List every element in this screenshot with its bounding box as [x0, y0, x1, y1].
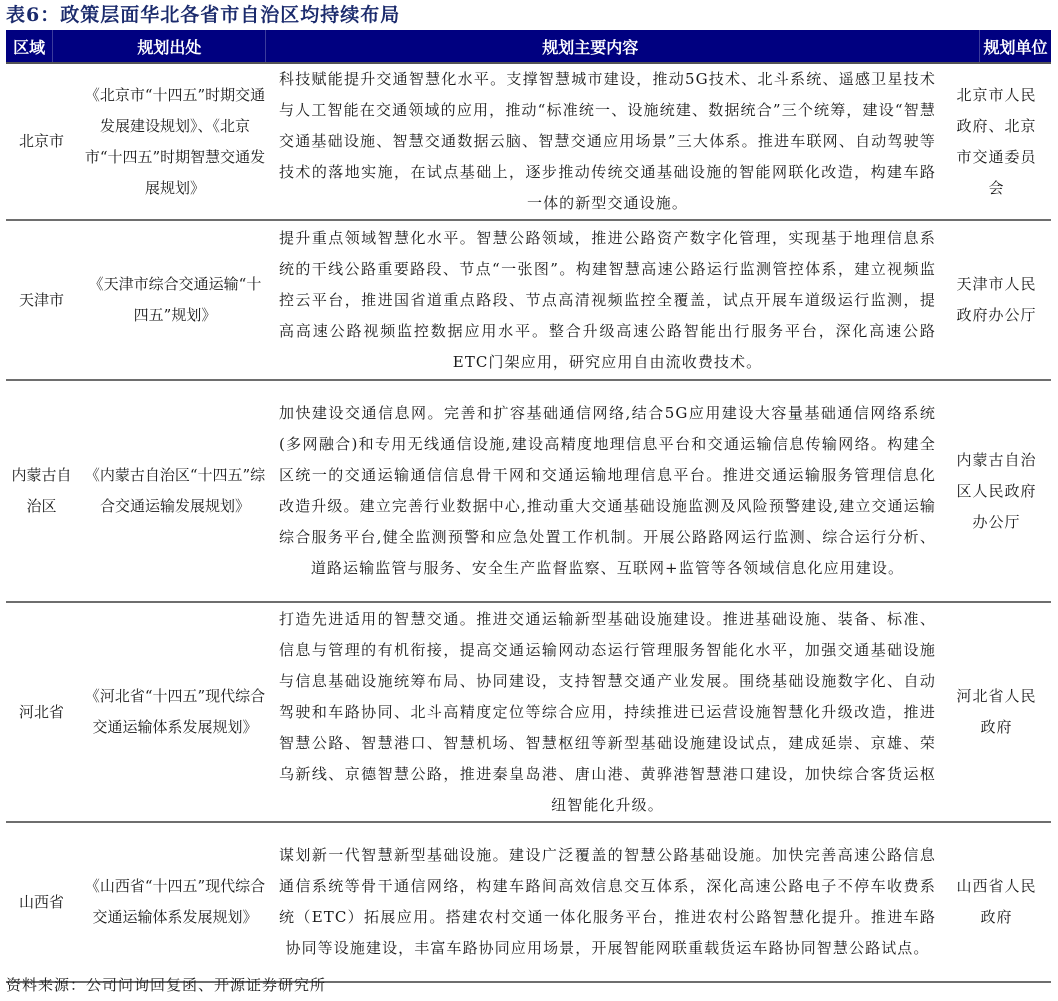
header-source: 规划出处 — [53, 30, 266, 62]
cell-region: 河北省 — [18, 702, 64, 721]
table-row — [6, 381, 1051, 603]
policy-table — [6, 30, 1051, 983]
cell-region: 内蒙古自治区 — [11, 466, 72, 515]
cell-unit: 天津市人民政府办公厅 — [956, 275, 1037, 324]
cell-content: 科技赋能提升交通智慧化水平。支撑智慧城市建设，推动5G技术、北斗系统、遥感卫星技术与人工智能在交通领域的应用，推动“标准统一、设施统建、数据统合”三个统筹，建设“智慧交通基础设施、智慧交通数据云脑、智慧交通应用场景”三大体系。推进车联网、自动驾驶等技术的落地实施，在试点基础上，逐步推动传统交通基础设施的智能网联化改造，构建车路一体的新型交通设施。 — [279, 70, 936, 212]
cell-source: 《天津市综合交通运输“十四五”规划》 — [88, 275, 262, 324]
cell-source: 《内蒙古自治区“十四五”综合交通运输发展规划》 — [84, 466, 266, 515]
table-row — [6, 221, 1051, 381]
cell-content: 谋划新一代智慧新型基础设施。建设广泛覆盖的智慧公路基础设施。加快完善高速公路信息通信系统等骨干通信网络，构建车路间高效信息交互体系，深化高速公路电子不停车收费系统（ETC）拓展应用。搭建农村交通一体化服务平台，推进农村公路智慧化提升。推进车路协同等设施建设，丰富车路协同应用场景，开展智能网联重载货运车路协同智慧公路试点。 — [279, 846, 936, 957]
table-row — [6, 823, 1051, 983]
cell-unit: 内蒙古自治区人民政府办公厅 — [956, 450, 1037, 531]
cell-region: 北京市 — [18, 132, 64, 150]
cell-content: 打造先进适用的智慧交通。推进交通运输新型基础设施建设。推进基础设施、装备、标准、信息与管理的有机衔接，提高交通运输网动态运行管理服务智能化水平，加强交通基础设施与信息基础设施统筹布局、协同建设，支持智慧交通产业发展。围绕基础设施数字化、自动驾驶和车路协同、北斗高精度定位等综合应用，持续推进已运营设施智慧化升级改造，推进智慧公路、智慧港口、智慧机场、智慧枢纽等新型基础设施建设试点，建成延崇、京雄、荣乌新线、京德智慧公路，推进秦皇岛港、唐山港、黄骅港智慧港口建设，加快综合客货运枢纽智能化升级。 — [279, 609, 936, 814]
cell-content: 提升重点领域智慧化水平。智慧公路领域，推进公路资产数字化管理，实现基于地理信息系统的干线公路重要路段、节点“一张图”。构建智慧高速公路运行监测管控体系，建立视频监控云平台，推进国省道重点路段、节点高清视频监控全覆盖，试点开展车道级运行监测，提高高速公路视频监控数据应用水平。整合升级高速公路智能出行服务平台，深化高速公路ETC门架应用，研究应用自由流收费技术。 — [279, 228, 936, 371]
table-row — [6, 603, 1051, 823]
cell-unit: 河北省人民政府 — [956, 687, 1037, 736]
cell-unit: 山西省人民政府 — [956, 877, 1037, 926]
table-title: 表6：政策层面华北各省市自治区均持续布局 — [6, 4, 401, 26]
header-unit: 规划单位 — [983, 37, 1048, 57]
header-region: 区域 — [6, 30, 53, 62]
cell-source: 《山西省“十四五”现代综合交通运输体系发展规划》 — [84, 877, 266, 926]
cell-source: 《河北省“十四五”现代综合交通运输体系发展规划》 — [84, 687, 266, 736]
cell-region: 天津市 — [18, 290, 64, 309]
header-content: 规划主要内容 — [266, 30, 980, 62]
table-header — [6, 30, 1051, 64]
cell-content: 加快建设交通信息网。完善和扩容基础通信网络,结合5G应用建设大容量基础通信网络系统(多网融合)和专用无线通信设施,建设高精度地理信息平台和交通运输信息传输网络。构建全区统一的交通运输通信信息骨干网和交通运输地理信息平台。推进交通运输服务管理信息化改造升级。建立完善行业数据中心,推动重大交通基础设施监测及风险预警建设,建立交通运输综合服务平台,健全监测预警和应急处置工作机制。开展公路路网运行监测、综合运行分析、道路运输监管与服务、安全生产监督监察、互联网+监管等各领域信息化应用建设。 — [279, 404, 936, 577]
cell-unit: 北京市人民政府、北京市交通委员会 — [956, 85, 1037, 197]
source-note: 资料来源：公司问询回复函、开源证券研究所 — [6, 976, 327, 994]
cell-source: 《北京市“十四五”时期交通发展建设规划》、《北京市“十四五”时期智慧交通发展规划》 — [84, 85, 266, 197]
cell-region: 山西省 — [18, 892, 64, 911]
table-row — [6, 64, 1051, 221]
